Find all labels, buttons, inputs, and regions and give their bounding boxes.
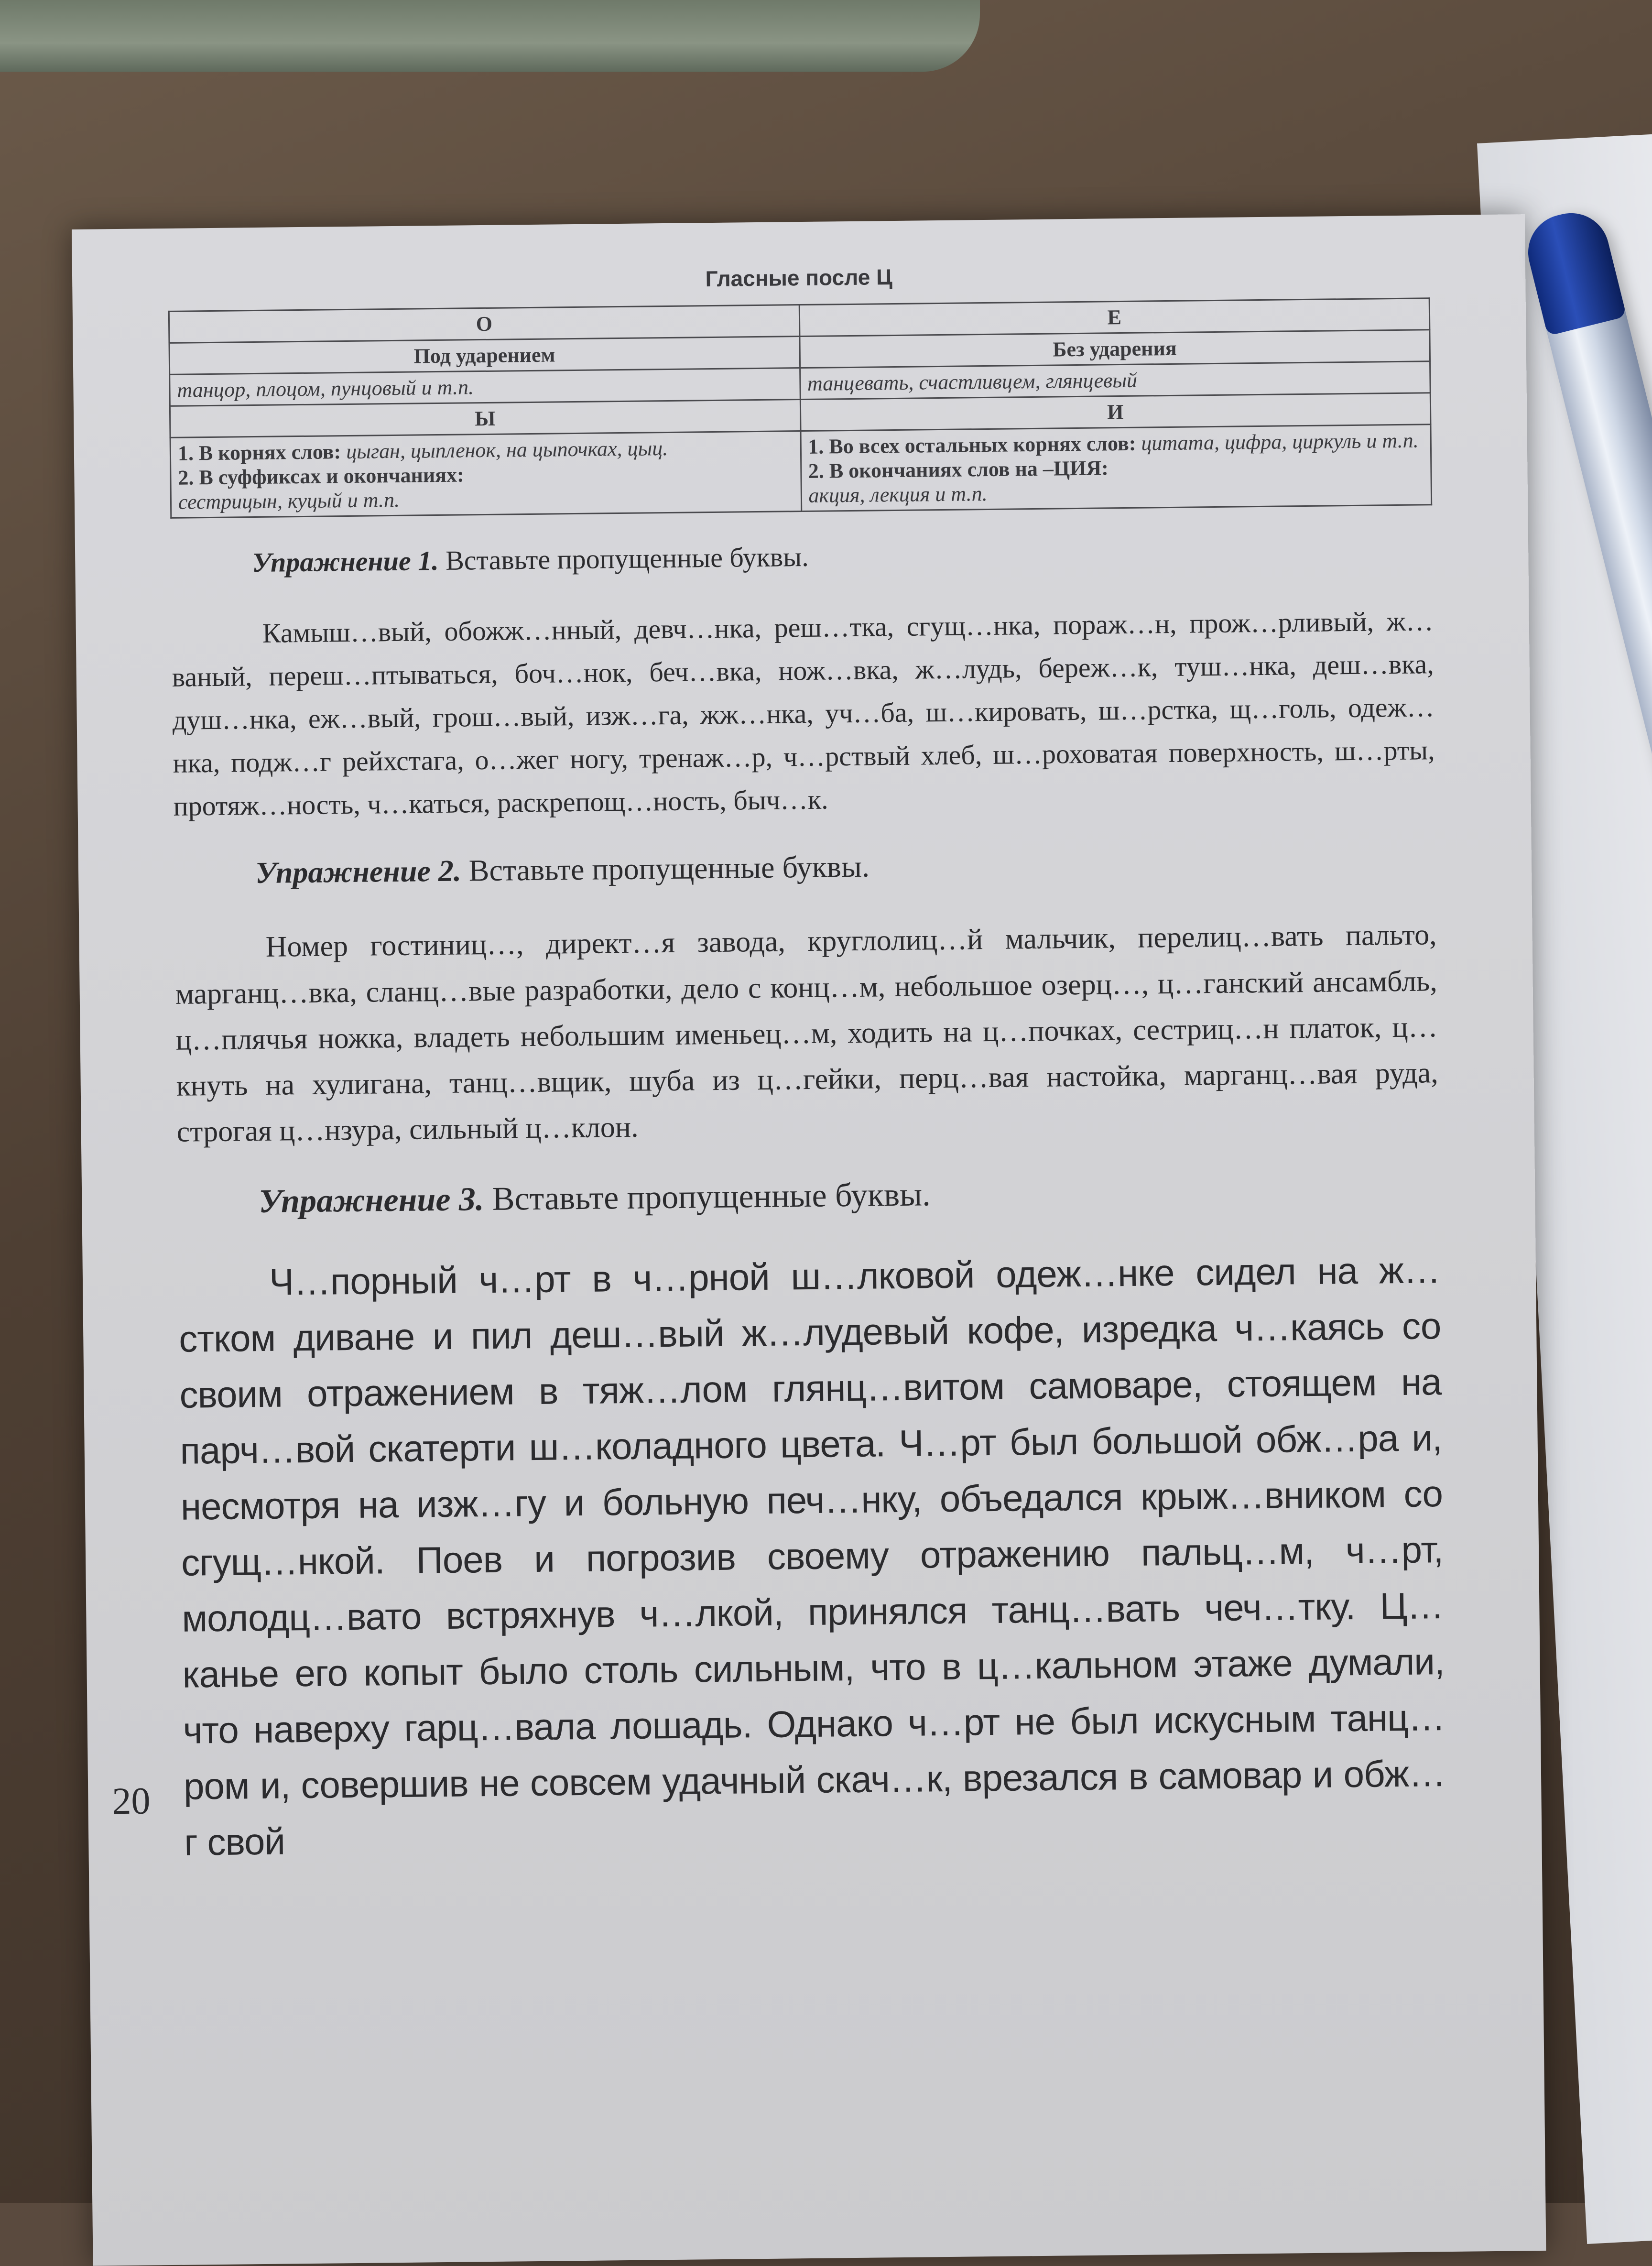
i-rules-cell xyxy=(800,425,1431,512)
y-rule2-examples: сестрицын, куцый и т.п. xyxy=(178,488,400,514)
exercise-2 xyxy=(174,843,1439,1155)
header-e: Е xyxy=(799,298,1430,337)
header-y: Ы xyxy=(170,400,800,438)
e-examples: танцевать, счастливцем, глянцевый xyxy=(800,361,1430,400)
y-rules-cell xyxy=(170,431,801,518)
i-rule2-label: 2. В окончаниях слов на –ЦИЯ: xyxy=(808,456,1109,483)
exercise-1-text: Камыш…вый, обожж…нный, девч…нка, реш…тка, сгущ…нка, пораж…н, прож…рливый, ж…ваный, переш…птываться, боч…нок, беч…вка, нож…вка, ж…лудь, береж…к, туш…нка, деш…вка, душ…нка, еж…вый, грош…вый, изж…га, жж…нка, уч…ба, ш…кировать, ш…рстка, щ…голь, одеж…нка, подж…г рейхстага, о…жег ногу, тренаж…р, ч…рствый хлеб, ш…роховатая поверхность, ш…рты, протяж…ность, ч…каться, раскрепощ…ность, быч…к. xyxy=(172,605,1435,822)
exercise-3-instruction: Вставьте пропущенные буквы. xyxy=(492,1176,931,1218)
y-rule1-examples: цыган, цыпленок, на цыпочках, цыц. xyxy=(346,436,668,464)
exercise-1-instruction: Вставьте пропущенные буквы. xyxy=(445,541,809,576)
o-stress-header: Под ударением xyxy=(169,337,800,375)
page-number: 20 xyxy=(111,1780,151,1823)
header-o: О xyxy=(169,305,799,343)
i-rule1-label: 1. Во всех остальных корнях слов: xyxy=(808,431,1136,458)
exercise-3-text: Ч…порный ч…рт в ч…рной ш…лковой одеж…нке сидел на ж…стком диване и пил деш…вый ж…лудевый кофе, изредка ч…каясь со своим отражением в тяж…лом глянц…витом самоваре, стоящем на парч…вой скатерти ш…коладного цвета. Ч…рт был большой обж…ра и, несмотря на изж…гу и больную печ…нку, объедался крыж…вником со сгущ…нкой. Поев и погрозив своему отражению пальц…м, ч…рт, молодц…вато встряхнув ч…лкой, принялся танц…вать чеч…тку. Ц…канье его копыт было столь сильным, что в ц…кальном этаже думали, что наверху гарц…вала лошадь. Однако ч…рт не был искусным танц…ром и, совершив не совсем удачный скач…к, врезался в самовар и обж…г свой xyxy=(178,1249,1446,1863)
exercise-3-number: Упражнение 3. xyxy=(258,1181,484,1220)
y-rule1-label: 1. В корнях слов: xyxy=(177,440,341,465)
exercise-2-number: Упражнение 2. xyxy=(255,853,462,890)
exercise-2-heading xyxy=(255,843,1436,891)
o-examples: танцор, плоцом, пунцовый и т.п. xyxy=(170,368,800,406)
page-content xyxy=(111,258,1446,1870)
exercise-2-instruction: Вставьте пропущенные буквы. xyxy=(468,850,870,888)
e-unstressed-header: Без ударения xyxy=(799,330,1430,368)
i-rule1-examples: цитата, цифра, циркуль и т.п. xyxy=(1141,428,1419,455)
exercise-1-number: Упражнение 1. xyxy=(251,545,439,578)
table-title: Гласные после Ц xyxy=(705,264,892,292)
vowels-table xyxy=(168,297,1432,519)
exercise-2-text: Номер гостиниц…, директ…я завода, круглолиц…й мальчик, перелиц…вать пальто, марганц…вка, сланц…вые разработки, дело с конц…м, небольшое озерц…, ц…ганский ансамбль, ц…плячья ножка, владеть небольшим именьец…м, ходить на ц…почках, сестриц…н платок, ц…кнуть на хулигана, танц…вщик, шуба из ц…гейки, перц…вая настойка, марганц…вая руда, строгая ц…нзура, сильный ц…клон. xyxy=(175,918,1438,1148)
y-rule2-label: 2. В суффиксах и окончаниях: xyxy=(178,463,464,490)
exercise-3 xyxy=(177,1170,1446,1871)
exercise-3-heading xyxy=(259,1170,1440,1221)
cloth-object xyxy=(0,0,980,72)
exercise-1-heading xyxy=(252,534,1433,578)
header-i: И xyxy=(800,393,1431,431)
book-page xyxy=(72,214,1546,2266)
i-rule2-examples: акция, лекция и т.п. xyxy=(808,481,988,507)
exercise-1 xyxy=(171,534,1435,828)
